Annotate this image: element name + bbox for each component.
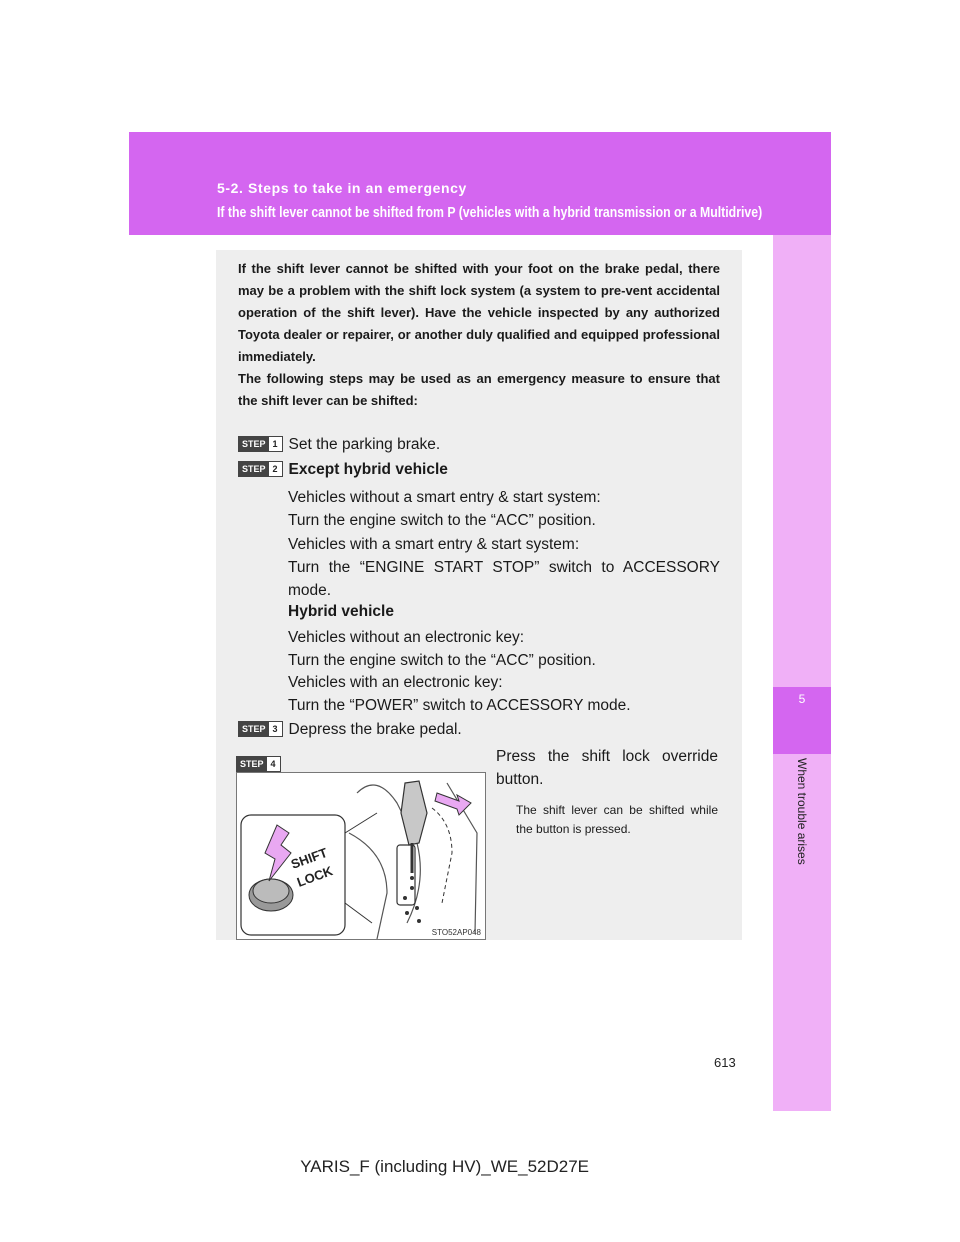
shift-lever-drawing — [237, 773, 485, 939]
step-badge: STEP 4 — [236, 756, 281, 772]
step-text: Set the parking brake. — [288, 436, 441, 453]
chapter-number: 5 — [798, 692, 806, 706]
chapter-label-container — [773, 758, 831, 898]
header-band — [129, 132, 831, 235]
step2-sub-b — [288, 533, 720, 602]
step2-sub-c — [288, 626, 720, 672]
step-4-text: Press the shift lock override button. — [496, 748, 718, 788]
page-number: 613 — [714, 1055, 736, 1070]
step-badge: STEP 1 — [238, 436, 283, 452]
shift-lock-illustration — [236, 772, 486, 940]
step-4-note: The shift lever can be shifted while the button is pressed. — [516, 803, 718, 836]
step-3 — [238, 720, 462, 740]
page-title: If the shift lever cannot be shifted from P (vehicles with a hybrid transmission or a Multidrive) — [217, 204, 763, 221]
intro-text — [238, 258, 720, 412]
sub-heading: Vehicles with a smart entry & start system: — [288, 536, 580, 553]
shift-button-label-2: LOCK — [294, 863, 335, 890]
sub-heading: Vehicles without an electronic key: — [288, 629, 525, 646]
step-1 — [238, 435, 440, 455]
step-badge: STEP 2 — [238, 461, 283, 477]
step-text: Depress the brake pedal. — [288, 721, 462, 738]
intro-paragraph: The following steps may be used as an emergency measure to ensure that the shift lever can be shifted: — [238, 371, 720, 408]
intro-paragraph: If the shift lever cannot be shifted with your foot on the brake pedal, there may be a problem with the shift lock system (a system to pre-vent accidental operation of the shift lever). Have the vehicle inspected by any authorized Toyota dealer or repairer, or another duly qualified and equipped professional immediately. — [238, 261, 720, 364]
chapter-side-strip — [773, 235, 831, 1111]
chapter-tab[interactable] — [773, 687, 831, 754]
figure-code: STO52AP048 — [431, 928, 481, 937]
step-text: Except hybrid vehicle — [288, 461, 448, 478]
step-2 — [238, 460, 448, 480]
chapter-label: When trouble arises — [795, 758, 809, 865]
sub-text: Turn the “ENGINE START STOP” switch to ACCESSORY mode. — [288, 559, 720, 599]
sub-heading: Vehicles with an electronic key: — [288, 674, 503, 691]
sub-text: Turn the engine switch to the “ACC” position. — [288, 512, 596, 529]
step2-sub-d — [288, 671, 720, 717]
sub-text: Turn the engine switch to the “ACC” position. — [288, 652, 596, 669]
section-label: 5-2. Steps to take in an emergency — [217, 180, 467, 196]
sub-heading: Vehicles without a smart entry & start system: — [288, 489, 601, 506]
step-badge: STEP 3 — [238, 721, 283, 737]
footer-code: YARIS_F (including HV)_WE_52D27E — [300, 1157, 589, 1176]
sub-text: Turn the “POWER” switch to ACCESSORY mode. — [288, 697, 631, 714]
hybrid-title: Hybrid vehicle — [288, 603, 394, 620]
shift-button-label-1: SHIFT — [288, 844, 330, 872]
step2-sub-a — [288, 486, 720, 532]
content-panel — [216, 250, 742, 940]
